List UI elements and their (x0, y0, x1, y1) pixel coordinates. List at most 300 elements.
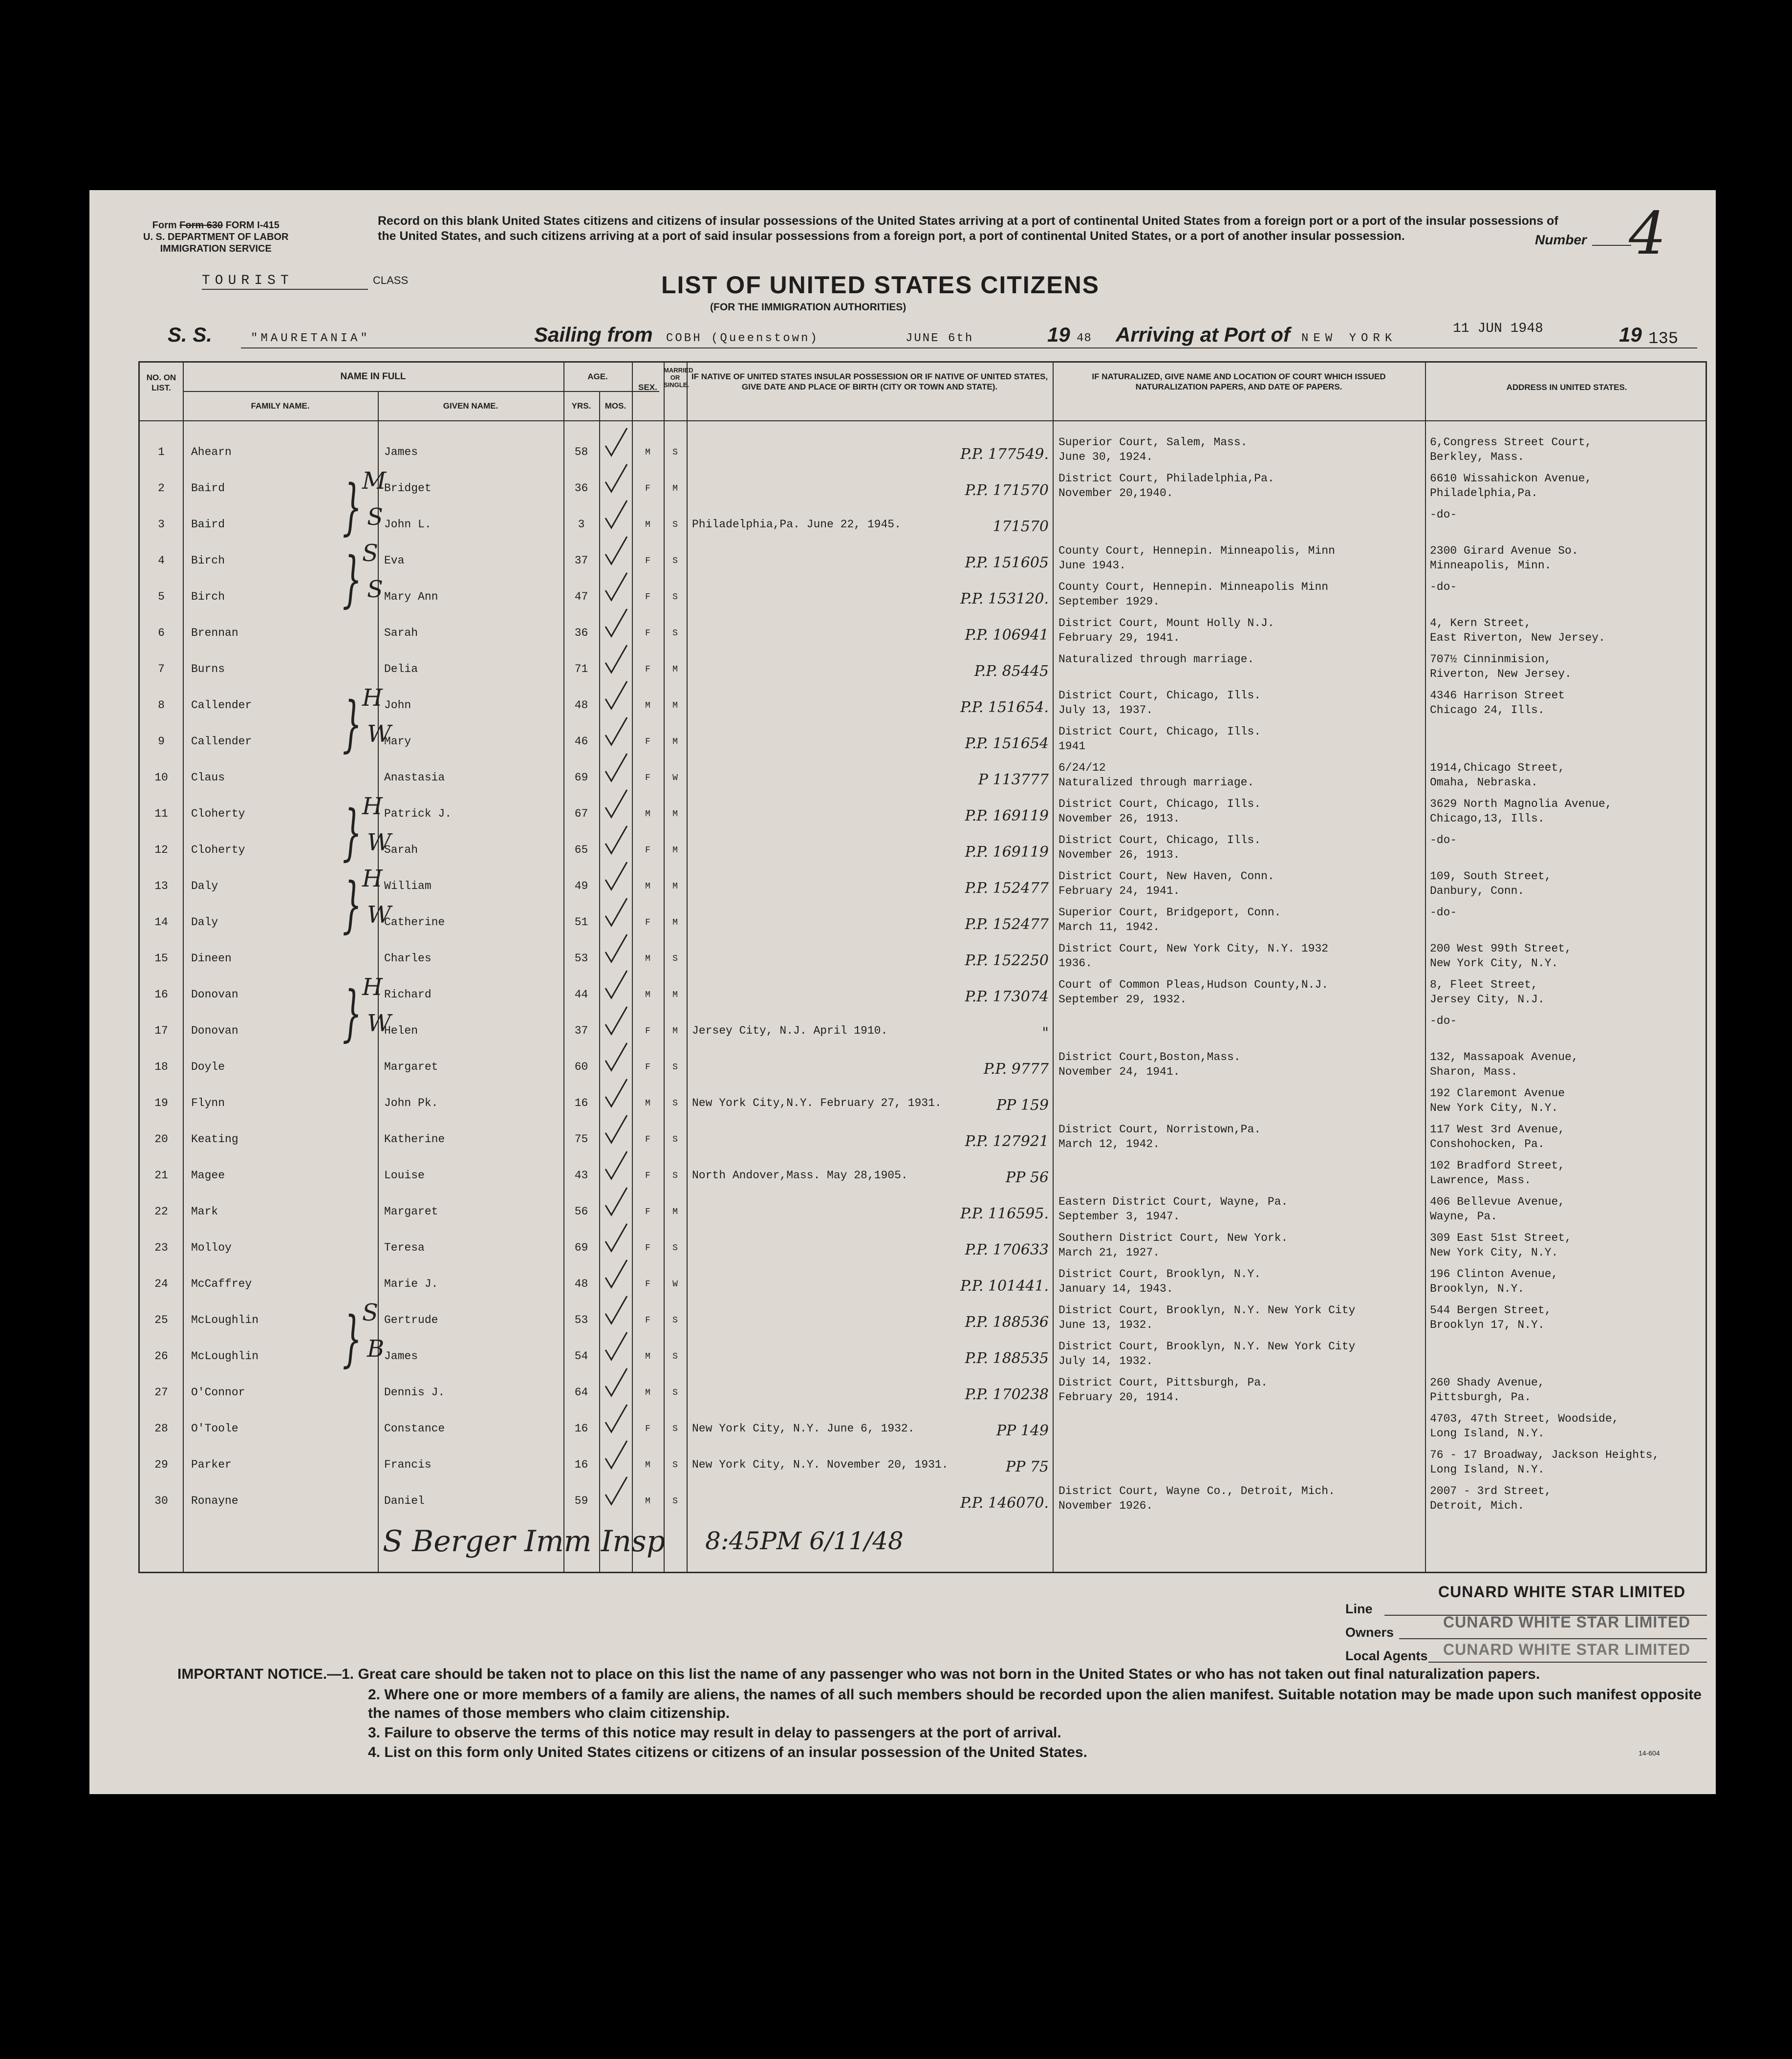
cell-addr1: 406 Bellevue Avenue, (1430, 1195, 1565, 1208)
cell-addr1: 102 Bradford Street, (1430, 1159, 1565, 1172)
cell-pp: P.P. 169119 (965, 844, 1049, 861)
cell-given: Dennis J. (384, 1386, 445, 1399)
cell-no: 5 (158, 590, 165, 603)
family-relation-mark: W (367, 720, 391, 748)
cell-no: 11 (154, 807, 168, 820)
cell-no: 18 (154, 1061, 168, 1073)
check-mark-icon (602, 1186, 631, 1220)
cell-pp: P.P. 106941 (965, 627, 1049, 644)
cell-no: 30 (154, 1495, 168, 1507)
cell-given: Bridget (384, 482, 432, 495)
cell-given: Helen (384, 1024, 418, 1037)
cell-given: Catherine (384, 916, 445, 929)
cell-sex: M (645, 1388, 650, 1398)
cell-age: 56 (574, 1205, 588, 1218)
cell-pp: P.P. 177549. (960, 446, 1049, 463)
cell-addr2: Chicago 24, Ills. (1430, 704, 1545, 716)
check-mark-icon (602, 1258, 631, 1292)
cell-ms: W (672, 773, 678, 783)
cell-given: William (384, 880, 432, 892)
cell-age: 65 (574, 844, 588, 856)
cell-addr2: Philadelphia,Pa. (1430, 487, 1538, 499)
col-address-header: ADDRESS IN UNITED STATES. (1506, 383, 1627, 392)
passenger-table (138, 361, 1707, 1573)
cell-ms: S (672, 1171, 678, 1181)
family-relation-mark: H (362, 684, 383, 712)
cell-sex: M (645, 1496, 650, 1506)
cell-addr2: East Riverton, New Jersey. (1430, 631, 1605, 644)
cell-addr1: 4703, 47th Street, Woodside, (1430, 1412, 1619, 1425)
col-family-header: FAMILY NAME. (251, 401, 310, 411)
cell-addr1: 8, Fleet Street, (1430, 978, 1538, 991)
cell-no: 8 (158, 699, 165, 712)
check-mark-icon (602, 1113, 631, 1148)
cell-ms: S (672, 1243, 678, 1253)
cell-pp: P.P. 9777 (983, 1061, 1049, 1078)
arrival-year-prefix: 19 (1619, 323, 1642, 346)
cell-ms: M (672, 990, 678, 1000)
cell-age: 36 (574, 482, 588, 495)
table-row (140, 1087, 1706, 1123)
cell-age: 64 (574, 1386, 588, 1399)
cell-nat1: District Court, Pittsburgh, Pa. (1058, 1376, 1268, 1389)
cell-no: 24 (154, 1278, 168, 1290)
line-stamp: CUNARD WHITE STAR LIMITED (1438, 1583, 1686, 1601)
cell-birth: New York City, N.Y. June 6, 1932. (692, 1422, 915, 1435)
table-row (140, 1051, 1706, 1087)
form-struck-number: Form 630 (179, 220, 223, 231)
family-relation-mark: B (367, 1335, 385, 1363)
cell-addr1: 544 Bergen Street, (1430, 1304, 1552, 1317)
cell-family: Daly (191, 916, 218, 929)
cell-given: Mary Ann (384, 590, 438, 603)
cell-family: Keating (191, 1133, 238, 1146)
cell-nat1: District Court, New York City, N.Y. 1932 (1058, 942, 1329, 955)
cell-family: Birch (191, 554, 225, 567)
cell-age: 44 (574, 988, 588, 1001)
cell-given: Richard (384, 988, 432, 1001)
cell-sex: F (645, 1424, 650, 1434)
cell-addr2: Chicago,13, Ills. (1430, 812, 1545, 825)
cell-no: 9 (158, 735, 165, 748)
table-row (140, 1232, 1706, 1268)
cell-addr1: 3629 North Magnolia Avenue, (1430, 798, 1612, 810)
cell-ms: M (672, 665, 678, 674)
cell-given: Marie J. (384, 1278, 438, 1290)
check-mark-icon (602, 1222, 631, 1256)
cell-age: 16 (574, 1422, 588, 1435)
cell-nat1: District Court, Brooklyn, N.Y. New York City (1058, 1304, 1356, 1317)
cell-nat1: District Court, Brooklyn, N.Y. New York City (1058, 1340, 1356, 1353)
cell-age: 60 (574, 1061, 588, 1073)
cell-addr1: 76 - 17 Broadway, Jackson Heights, (1430, 1449, 1660, 1461)
check-mark-icon (602, 1149, 631, 1184)
check-mark-icon (602, 896, 631, 931)
cell-addr2: Danbury, Conn. (1430, 885, 1525, 897)
cell-pp: P.P. 151654. (960, 699, 1049, 716)
cell-addr1: 6,Congress Street Court, (1430, 436, 1592, 449)
citizens-list-form (89, 190, 1716, 1794)
cell-addr2: Sharon, Mass. (1430, 1065, 1518, 1078)
cell-addr1: 4, Kern Street, (1430, 617, 1532, 629)
cell-pp: P.P. 151605 (965, 554, 1049, 571)
cell-sex: M (645, 1460, 650, 1470)
cell-addr1: 2300 Girard Avenue So. (1430, 544, 1578, 557)
cell-pp: P.P. 170238 (965, 1386, 1049, 1403)
header-bottom-rule (140, 420, 1706, 421)
owners-stamp: CUNARD WHITE STAR LIMITED (1443, 1613, 1691, 1631)
inspector-signature: S Berger Imm Insp (383, 1524, 666, 1559)
cell-nat1: 6/24/12 (1058, 761, 1106, 774)
cell-no: 25 (154, 1314, 168, 1326)
cell-sex: F (645, 1279, 650, 1289)
cell-ms: S (672, 448, 678, 457)
cell-addr1: 132, Massapoak Avenue, (1430, 1051, 1578, 1063)
cell-sex: M (645, 701, 650, 711)
check-mark-icon (602, 824, 631, 858)
cell-nat2: February 24, 1941. (1058, 885, 1180, 897)
arrival-date-stamp: 11 JUN 1948 (1453, 321, 1543, 336)
ship-name: "MAURETANIA" (251, 332, 370, 345)
cell-family: O'Connor (191, 1386, 245, 1399)
cell-sex: F (645, 918, 650, 928)
cell-no: 7 (158, 663, 165, 675)
cell-addr2: Riverton, New Jersey. (1430, 668, 1572, 680)
cell-addr2: Long Island, N.Y. (1430, 1463, 1545, 1476)
cell-pp: P.P. 116595. (960, 1205, 1049, 1222)
cell-sex: F (645, 1316, 650, 1325)
cell-sex: F (645, 845, 650, 855)
col-mos-header: MOS. (605, 401, 626, 411)
family-relation-mark: S (362, 1299, 378, 1326)
cell-pp: P.P. 127921 (965, 1133, 1049, 1150)
cell-nat2: November 24, 1941. (1058, 1065, 1180, 1078)
family-brace-icon: } (342, 978, 362, 1049)
cell-age: 48 (574, 699, 588, 712)
cell-ms: M (672, 918, 678, 928)
cell-pp: P.P. 188535 (965, 1350, 1049, 1367)
cell-nat1: District Court, Chicago, Ills. (1058, 689, 1261, 702)
cell-ms: W (672, 1279, 678, 1289)
cell-nat1: Superior Court, Salem, Mass. (1058, 436, 1248, 449)
cell-sex: F (645, 592, 650, 602)
cell-age: 54 (574, 1350, 588, 1363)
year-prefix: 19 (1047, 323, 1070, 346)
cell-addr1: -do- (1430, 508, 1457, 521)
cell-no: 13 (154, 880, 168, 892)
cell-age: 49 (574, 880, 588, 892)
cell-pp: P.P. 152477 (965, 880, 1049, 897)
cell-sex: M (645, 448, 650, 457)
cell-given: John (384, 699, 411, 712)
check-mark-icon (602, 1294, 631, 1328)
cell-sex: F (645, 737, 650, 747)
cell-no: 27 (154, 1386, 168, 1399)
cell-given: Katherine (384, 1133, 445, 1146)
cell-addr2: Berkley, Mass. (1430, 451, 1525, 463)
page-subtitle: (FOR THE IMMIGRATION AUTHORITIES) (710, 302, 907, 313)
owners-label: Owners (1345, 1625, 1394, 1640)
number-underline (1592, 245, 1631, 246)
table-row (140, 1268, 1706, 1304)
cell-family: Doyle (191, 1061, 225, 1073)
cell-nat2: January 14, 1943. (1058, 1282, 1173, 1295)
notice-title: IMPORTANT NOTICE.— (177, 1666, 342, 1682)
family-relation-mark: H (362, 974, 383, 1001)
cell-family: O'Toole (191, 1422, 238, 1435)
cell-given: James (384, 1350, 418, 1363)
table-row (140, 653, 1706, 689)
class-underline (202, 289, 368, 290)
cell-addr2: Minneapolis, Minn. (1430, 559, 1552, 572)
family-relation-mark: S (362, 540, 378, 567)
cell-given: Daniel (384, 1495, 425, 1507)
cell-pp: PP 56 (1005, 1169, 1049, 1186)
cell-nat1: District Court, Mount Holly N.J. (1058, 617, 1274, 629)
header-divider (183, 391, 659, 392)
table-row (140, 942, 1706, 978)
cell-age: 16 (574, 1097, 588, 1109)
cell-nat1: District Court, Philadelphia,Pa. (1058, 472, 1274, 485)
table-row (140, 1485, 1706, 1521)
sailing-date: JUNE 6th (906, 332, 974, 345)
cell-age: 36 (574, 627, 588, 639)
cell-nat1: District Court, Brooklyn, N.Y. (1058, 1268, 1261, 1280)
cell-sex: F (645, 1026, 650, 1036)
cell-sex: F (645, 1171, 650, 1181)
form-label: Form (152, 220, 177, 231)
cell-addr2: Long Island, N.Y. (1430, 1427, 1545, 1440)
cell-age: 71 (574, 663, 588, 675)
cell-sex: M (645, 954, 650, 964)
table-row (140, 1376, 1706, 1412)
ss-label: S. S. (168, 323, 213, 346)
cell-sex: F (645, 773, 650, 783)
table-row (140, 1159, 1706, 1195)
family-relation-mark: H (362, 793, 383, 820)
cell-family: Ahearn (191, 446, 232, 458)
cell-nat1: Naturalized through marriage. (1058, 653, 1254, 666)
number-value: 4 (1629, 200, 1666, 268)
cell-given: Teresa (384, 1241, 425, 1254)
family-brace-icon: } (342, 472, 362, 542)
cell-age: 37 (574, 554, 588, 567)
cell-given: Delia (384, 663, 418, 675)
cell-no: 21 (154, 1169, 168, 1182)
cell-no: 1 (158, 446, 165, 458)
cell-age: 67 (574, 807, 588, 820)
cell-nat2: March 11, 1942. (1058, 921, 1160, 933)
cell-ms: S (672, 629, 678, 638)
form-code: 14-604 (1639, 1749, 1660, 1757)
cell-family: Magee (191, 1169, 225, 1182)
cell-ms: M (672, 809, 678, 819)
cell-nat1: District Court,Boston,Mass. (1058, 1051, 1241, 1063)
check-mark-icon (602, 679, 631, 714)
cell-no: 3 (158, 518, 165, 531)
cell-ms: S (672, 1062, 678, 1072)
cell-no: 16 (154, 988, 168, 1001)
cell-nat2: June 30, 1924. (1058, 451, 1153, 463)
cell-pp: P.P. 152477 (965, 916, 1049, 933)
cell-nat2: Naturalized through marriage. (1058, 776, 1254, 789)
cell-nat2: November 26, 1913. (1058, 812, 1180, 825)
cell-age: 37 (574, 1024, 588, 1037)
cell-pp: P.P. 151654 (965, 735, 1049, 752)
cell-addr1: 1914,Chicago Street, (1430, 761, 1565, 774)
cell-birth: North Andover,Mass. May 28,1905. (692, 1169, 908, 1182)
cell-ms: S (672, 1352, 678, 1362)
cell-sex: F (645, 484, 650, 494)
family-relation-mark: W (367, 1010, 391, 1037)
arrival-port: NEW YORK (1301, 332, 1397, 345)
cell-addr2: Detroit, Mich. (1430, 1499, 1525, 1512)
family-relation-mark: S (367, 503, 383, 531)
family-relation-mark: H (362, 865, 383, 892)
cell-sex: M (645, 520, 650, 530)
cell-no: 17 (154, 1024, 168, 1037)
table-row (140, 1449, 1706, 1485)
cell-sex: F (645, 1135, 650, 1145)
cell-addr1: 4346 Harrison Street (1430, 689, 1565, 702)
cell-nat2: September 1929. (1058, 595, 1160, 608)
cell-given: Louise (384, 1169, 425, 1182)
cell-pp: P.P. 170633 (965, 1241, 1049, 1258)
check-mark-icon (602, 535, 631, 569)
table-row (140, 1195, 1706, 1232)
table-row (140, 436, 1706, 472)
check-mark-icon (602, 607, 631, 641)
cell-nat2: February 20, 1914. (1058, 1391, 1180, 1404)
cell-pp: P.P. 153120. (960, 590, 1049, 607)
cell-pp: P.P. 85445 (974, 663, 1049, 680)
cell-nat1: District Court, Chicago, Ills. (1058, 798, 1261, 810)
col-naturalized-header: IF NATURALIZED, GIVE NAME AND LOCATION OF COURT WHICH ISSUED NATURALIZATION PAPERS, AND DATE OF PAPERS. (1092, 372, 1386, 391)
cell-no: 10 (154, 771, 168, 784)
cell-given: Sarah (384, 627, 418, 639)
cell-birth: New York City,N.Y. February 27, 1931. (692, 1097, 942, 1109)
cell-nat2: September 3, 1947. (1058, 1210, 1180, 1223)
cell-ms: M (672, 1207, 678, 1217)
cell-addr2: New York City, N.Y. (1430, 1102, 1558, 1114)
cell-ms: S (672, 1135, 678, 1145)
family-brace-icon: } (342, 689, 362, 759)
cell-addr2: Conshohocken, Pa. (1430, 1138, 1545, 1150)
cell-nat2: 1941 (1058, 740, 1086, 753)
form-identifier (143, 219, 288, 255)
cell-no: 20 (154, 1133, 168, 1146)
cell-age: 75 (574, 1133, 588, 1146)
cell-sex: F (645, 629, 650, 638)
cell-nat2: July 14, 1932. (1058, 1355, 1153, 1367)
cell-birth: Jersey City, N.J. April 1910. (692, 1024, 888, 1037)
cell-nat1: Eastern District Court, Wayne, Pa. (1058, 1195, 1288, 1208)
cell-pp: P.P. 171570 (965, 482, 1049, 499)
cell-ms: M (672, 1026, 678, 1036)
cell-addr1: -do- (1430, 834, 1457, 846)
cell-addr2: Wayne, Pa. (1430, 1210, 1498, 1223)
cell-sex: F (645, 665, 650, 674)
cell-nat1: District Court, Wayne Co., Detroit, Mich. (1058, 1485, 1335, 1497)
cell-ms: S (672, 1424, 678, 1434)
cell-family: Callender (191, 735, 252, 748)
cell-no: 2 (158, 482, 165, 495)
cell-nat1: Court of Common Pleas,Hudson County,N.J. (1058, 978, 1329, 991)
cell-age: 59 (574, 1495, 588, 1507)
cell-no: 29 (154, 1458, 168, 1471)
check-mark-icon (602, 1077, 631, 1111)
table-row (140, 1123, 1706, 1159)
cell-family: Flynn (191, 1097, 225, 1109)
cell-pp: P.P. 146070. (960, 1495, 1049, 1512)
check-mark-icon (602, 571, 631, 605)
col-age-header: AGE. (587, 372, 608, 381)
cell-ms: S (672, 1460, 678, 1470)
check-mark-icon (602, 788, 631, 822)
cell-nat2: March 12, 1942. (1058, 1138, 1160, 1150)
cell-nat2: March 21, 1927. (1058, 1246, 1160, 1259)
cell-ms: S (672, 556, 678, 566)
col-name-header: NAME IN FULL (340, 371, 406, 382)
table-row (140, 761, 1706, 798)
class-value: TOURIST (202, 273, 294, 288)
page-number: 135 (1648, 330, 1679, 348)
cell-addr1: 192 Claremont Avenue (1430, 1087, 1565, 1100)
family-relation-mark: W (367, 829, 391, 856)
cell-nat1: Southern District Court, New York. (1058, 1232, 1288, 1244)
notice-4: 4. List on this form only United States citizens or citizens of an insular possession of the United States. (368, 1744, 1087, 1760)
cell-family: Donovan (191, 1024, 238, 1037)
cell-age: 16 (574, 1458, 588, 1471)
cell-age: 48 (574, 1278, 588, 1290)
cell-nat2: June 1943. (1058, 559, 1126, 572)
cell-addr2: Pittsburgh, Pa. (1430, 1391, 1532, 1404)
cell-no: 23 (154, 1241, 168, 1254)
cell-given: Margaret (384, 1061, 438, 1073)
cell-addr1: -do- (1430, 906, 1457, 919)
col-sex-header: SEX. (638, 383, 657, 392)
family-relation-mark: M (362, 467, 387, 495)
cell-family: Cloherty (191, 844, 245, 856)
sailing-label: Sailing from (534, 323, 653, 346)
cell-birth: Philadelphia,Pa. June 22, 1945. (692, 518, 901, 531)
cell-pp: P.P. 173074 (965, 988, 1049, 1005)
cell-pp: PP 149 (996, 1422, 1049, 1439)
cell-addr1: -do- (1430, 1015, 1457, 1027)
service: IMMIGRATION SERVICE (160, 243, 272, 254)
cell-addr2: Omaha, Nebraska. (1430, 776, 1538, 789)
cell-sex: F (645, 1207, 650, 1217)
cell-given: Sarah (384, 844, 418, 856)
cell-sex: M (645, 809, 650, 819)
cell-addr2: Brooklyn 17, N.Y. (1430, 1319, 1545, 1331)
cell-given: James (384, 446, 418, 458)
cell-given: Eva (384, 554, 405, 567)
check-mark-icon (602, 1041, 631, 1075)
cell-family: Baird (191, 518, 225, 531)
cell-family: McCaffrey (191, 1278, 252, 1290)
cell-ms: M (672, 737, 678, 747)
check-mark-icon (602, 643, 631, 677)
notice-2: 2. Where one or more members of a family are aliens, the names of all such members should be recorded upon the alien manifest. Suitable notation may be made upon such manifest opposite the names of those members who claim citizenship. (368, 1687, 1702, 1721)
cell-addr2: New York City, N.Y. (1430, 1246, 1558, 1259)
cell-age: 53 (574, 952, 588, 965)
cell-family: Parker (191, 1458, 232, 1471)
notice-1: 1. Great care should be taken not to place on this list the name of any passenger who was not born in the United States or who has not taken out final naturalization papers. (342, 1666, 1540, 1682)
cell-family: Brennan (191, 627, 238, 639)
col-no-header: NO. ON LIST. (146, 373, 176, 392)
cell-pp: P.P. 188536 (965, 1314, 1049, 1331)
